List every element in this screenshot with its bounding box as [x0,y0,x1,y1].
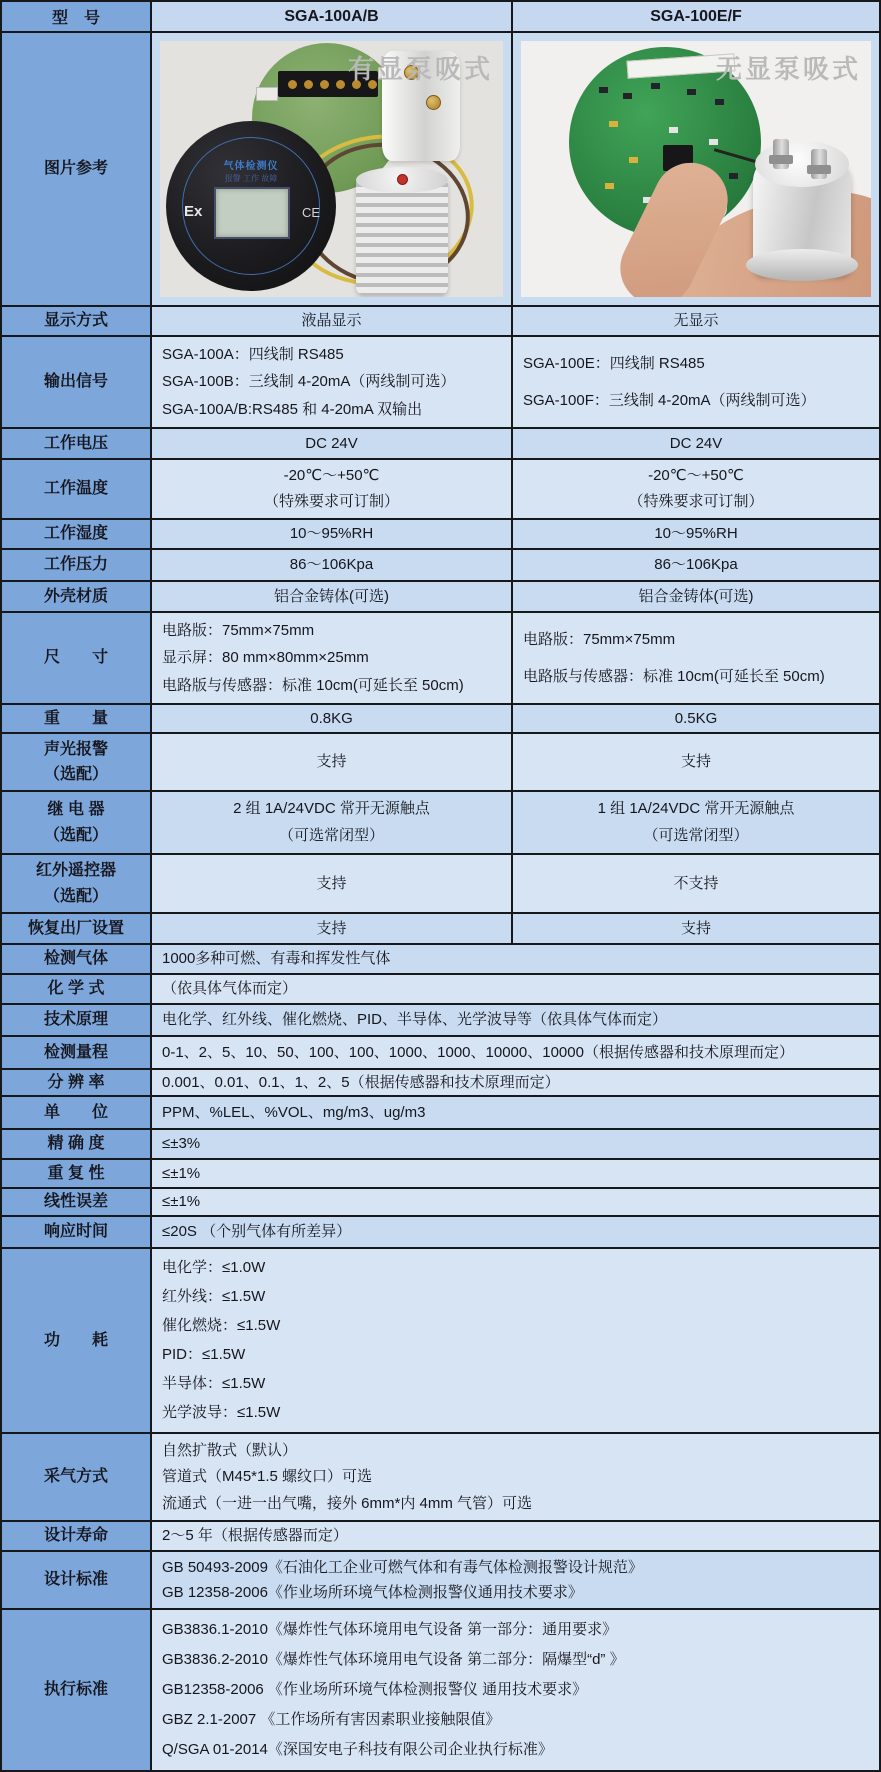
row-label-line: 检测量程 [43,1043,108,1061]
spec-row [2,1434,879,1522]
spec-value-line: 显示屏：80 mm×80mm×25mm [162,649,369,667]
spec-value-line: 自然扩散式（默认） [162,1441,298,1459]
row-label [2,734,152,790]
row-label [2,1189,152,1215]
row-label-line: 重 复 性 [47,1164,105,1182]
row-label [2,1552,152,1608]
spec-row [2,520,879,550]
spec-value-line: 86～106Kpa [289,556,374,574]
spec-value-line: （可选常闭型） [278,827,384,845]
spec-value-line: 支持 [680,753,711,771]
spec-value-line: 10～95%RH [654,525,738,543]
row-label [2,792,152,853]
spec-value-line: 电路版：75mm×75mm [523,631,676,648]
row-label [2,307,152,335]
red-indicator-dot [397,174,408,185]
spec-value-cell [152,520,513,548]
row-label-line: （选配） [43,827,108,845]
spec-row [2,1249,879,1434]
ce-marking: CE [301,205,320,220]
spec-value-cell [513,734,879,790]
spec-value-cell [152,1522,879,1550]
spec-value-line: SGA-100E：四线制 RS485 [523,355,705,372]
row-label [2,855,152,912]
spec-value-line: 液晶显示 [301,312,362,330]
spec-value-cell [513,705,879,732]
spec-value-cell [152,460,513,518]
spec-value-cell [513,337,879,427]
spec-value-line: （特殊要求可订制） [263,493,399,511]
spec-value-line: -20℃～+50℃ [648,467,744,485]
header-model-label: 型 号 [2,2,152,31]
spec-value-cell [152,550,513,580]
spec-row [2,1070,879,1097]
row-label-line: 检测气体 [43,950,108,968]
spec-value-cell [152,1552,879,1608]
spec-row [2,975,879,1005]
spec-row [2,1097,879,1130]
row-label-line: 恢复出厂设置 [27,919,124,937]
spec-value-line: GB 50493-2009《石油化工企业可燃气体和有毒气体检测报警设计规范》 [162,1558,643,1576]
row-label-line: 采气方式 [43,1468,108,1486]
row-label [2,1130,152,1158]
spec-value-line: SGA-100F：三线制 4-20mA（两线制可选） [523,391,816,409]
spec-value-line: SGA-100B：三线制 4-20mA（两线制可选） [162,373,456,391]
spec-value-cell [152,1249,879,1432]
spec-value-cell [513,914,879,943]
spec-row [2,1130,879,1160]
row-label-line: 输出信号 [43,373,108,391]
ridged-sensor-cylinder-illustration [356,177,448,295]
spec-value-line: 铝合金铸体(可选) [638,587,754,605]
spec-value-cell [152,1217,879,1247]
spec-value-line: GB3836.2-2010《爆炸性气体环境用电气设备 第二部分：隔爆型“d” 》 [162,1651,625,1669]
row-label-line: 执行标准 [43,1681,108,1699]
spec-value-cell [152,429,513,458]
row-label [2,945,152,973]
spec-value-line: ≤±3% [162,1135,201,1153]
spec-value-cell [152,613,513,703]
row-label-line: 工作压力 [43,556,108,574]
spec-value-cell [152,945,879,973]
spec-value-line: GBZ 2.1-2007 《工作场所有害因素职业接触限值》 [162,1711,501,1729]
spec-value-cell [513,307,879,335]
connector-illustration [256,87,278,101]
row-label-line: （选配） [43,887,108,905]
spec-value-line: 电化学：≤1.0W [162,1259,266,1277]
row-label-line: 单 位 [43,1103,108,1121]
row-label [2,1070,152,1095]
spec-row [2,1522,879,1552]
spec-value-cell [152,705,513,732]
spec-value-line: 不支持 [673,874,719,892]
row-label-line: 技术原理 [43,1011,108,1029]
gauge-title-text: 气体检测仪 [223,161,279,172]
spec-value-line: GB12358-2006 《作业场所环境气体检测报警仪 通用技术要求》 [162,1681,588,1699]
row-label-line: 工作温度 [43,480,108,498]
header-model-a: SGA-100A/B [152,2,513,31]
spec-row [2,1037,879,1070]
lcd-screen-illustration [214,187,290,239]
spec-value-line: ≤±1% [162,1193,201,1211]
row-label-line: 精 确 度 [47,1135,105,1153]
row-label [2,520,152,548]
hex-nut-icon [807,165,831,174]
spec-row [2,705,879,734]
row-label-line: 化 学 式 [47,980,105,998]
row-label [2,613,152,703]
spec-value-cell [513,429,879,458]
spec-value-cell [513,792,879,853]
spec-value-line: 0.5KG [674,709,718,727]
spec-value-cell [152,1037,879,1068]
row-label-line: 功 耗 [43,1331,108,1349]
spec-value-line: ≤±1% [162,1164,201,1182]
spec-value-line: PID：≤1.5W [162,1346,246,1364]
row-label-line: 设计标准 [43,1571,108,1589]
row-label-line: 线性误差 [43,1193,108,1211]
row-label [2,1097,152,1128]
spec-row [2,582,879,613]
spec-value-line: （依具体气体而定） [162,980,298,998]
spec-value-line: DC 24V [669,434,723,452]
spec-value-line: 0-1、2、5、10、50、100、100、1000、1000、10000、10000（根据传感器和技术原理而定） [162,1043,794,1061]
row-label [2,1610,152,1770]
spec-value-cell [152,582,513,611]
spec-row [2,792,879,855]
spec-value-line: GB3836.1-2010《爆炸性气体环境用电气设备 第一部分：通用要求》 [162,1621,618,1639]
spec-row [2,945,879,975]
spec-value-line: 管道式（M45*1.5 螺纹口）可选 [162,1468,373,1486]
photo-cell-sga-100ab [152,33,513,305]
spec-row [2,1552,879,1610]
spec-value-cell [152,1189,879,1215]
spec-value-line: 10～95%RH [289,525,374,543]
spec-row [2,855,879,914]
spec-row [2,613,879,705]
spec-value-line: 支持 [316,919,347,937]
row-label [2,582,152,611]
image-row-label-text: 图片参考 [43,160,108,178]
spec-value-cell [152,1097,879,1128]
pcb-components-illustration [599,87,608,93]
gas-detector-gauge-illustration [166,121,336,291]
sensor-cylinder-illustration [753,147,851,275]
spec-value-line: SGA-100A：四线制 RS485 [162,345,344,363]
spec-value-line: 2 组 1A/24VDC 常开无源触点 [233,800,430,818]
spec-value-line: 1000多种可燃、有毒和挥发性气体 [162,950,391,968]
row-label [2,914,152,943]
row-label [2,1434,152,1520]
spec-value-line: 支持 [316,753,347,771]
spec-value-line: 电路版与传感器：标准 10cm(可延长至 50cm) [523,667,825,685]
row-label-line: 工作湿度 [43,525,108,543]
spec-value-cell [513,582,879,611]
row-label [2,975,152,1003]
header-model-b: SGA-100E/F [513,2,879,31]
spec-value-line: 86～106Kpa [654,556,738,574]
watermark-text-b: 无显泵吸式 [715,54,861,84]
spec-value-cell [152,792,513,853]
spec-value-line: 催化燃烧：≤1.5W [162,1317,281,1335]
spec-value-line: 0.8KG [310,709,353,727]
spec-value-line: 支持 [316,874,347,892]
row-label [2,550,152,580]
spec-row [2,307,879,337]
row-label [2,337,152,427]
spec-rows-container [2,307,879,1770]
row-label-line: 响应时间 [43,1223,108,1241]
spec-value-line: ≤20S （个别气体有所差异） [162,1223,352,1241]
row-label [2,460,152,518]
spec-value-line: 电路版与传感器：标准 10cm(可延长至 50cm) [162,676,464,694]
image-reference-row [2,33,879,307]
spec-value-cell [152,914,513,943]
terminal-screws-illustration [288,80,297,89]
row-label [2,705,152,732]
row-label-line: 重 量 [43,709,108,727]
row-label-line: 设计寿命 [43,1527,108,1545]
row-label [2,1522,152,1550]
spec-value-cell [152,1434,879,1520]
hex-nut-icon [769,155,793,164]
spec-value-line: 红外线：≤1.5W [162,1288,266,1306]
spec-value-line: GB 12358-2006《作业场所环境气体检测报警仪通用技术要求》 [162,1583,583,1601]
spec-value-line: PPM、%LEL、%VOL、mg/m3、ug/m3 [162,1103,426,1121]
spec-row [2,429,879,460]
spec-value-cell [152,734,513,790]
spec-value-line: SGA-100A/B:RS485 和 4-20mA 双输出 [162,400,423,418]
spec-row [2,914,879,945]
spec-value-line: 半导体：≤1.5W [162,1375,266,1393]
spec-value-cell [152,1005,879,1035]
spec-value-line: Q/SGA 01-2014《深国安电子科技有限公司企业执行标准》 [162,1741,553,1759]
spec-value-cell [152,855,513,912]
sensor-top-face [755,141,849,187]
spec-value-cell [513,460,879,518]
spec-value-line: （特殊要求可订制） [628,493,764,511]
spec-value-cell [152,337,513,427]
spec-row [2,1189,879,1217]
row-label-line: 外壳材质 [43,587,108,605]
row-label-line: 分 辨 率 [47,1073,105,1091]
row-label-line: （选配） [43,765,108,783]
spec-value-cell [152,307,513,335]
spec-value-cell [152,1070,879,1095]
row-label-line: 显示方式 [43,312,108,330]
row-label [2,1217,152,1247]
spec-value-line: 电化学、红外线、催化燃烧、PID、半导体、光学波导等（依具体气体而定） [162,1011,668,1029]
product-photo-sga-100ef [521,41,871,297]
spec-row [2,1610,879,1770]
spec-value-cell [152,1160,879,1187]
table-header-row [2,2,879,33]
spec-value-line: 1 组 1A/24VDC 常开无源触点 [597,800,795,818]
watermark-text-a: 有显泵吸式 [347,54,493,84]
spec-value-cell [513,520,879,548]
spec-value-line: 支持 [680,919,711,937]
spec-row [2,1005,879,1037]
spec-row [2,337,879,429]
row-label [2,1005,152,1035]
spec-row [2,550,879,582]
gauge-status-labels: 报警 工作 故障 [224,174,278,183]
spec-value-line: 铝合金铸体(可选) [274,587,389,605]
row-label-line: 声光报警 [43,740,108,758]
spec-row [2,460,879,520]
sensor-flange [746,249,858,281]
metal-nipple-icon [773,139,789,169]
row-label-line: 尺 寸 [43,649,108,667]
spec-value-line: 0.001、0.01、0.1、1、2、5（根据传感器和技术原理而定） [162,1073,560,1091]
ex-marking: Ex [184,203,203,220]
spec-row [2,1217,879,1249]
photo-cell-sga-100ef [513,33,879,305]
row-label [2,1249,152,1432]
row-label [2,1037,152,1068]
spec-row [2,734,879,792]
spec-row [2,1160,879,1189]
spec-value-cell [513,855,879,912]
row-label-line: 红外遥控器 [35,862,116,880]
spec-value-cell [513,550,879,580]
row-label-line: 继 电 器 [47,800,105,818]
row-label-line: 工作电压 [43,434,108,452]
spec-value-cell [513,613,879,703]
row-label [2,429,152,458]
spec-value-line: 2～5 年（根据传感器而定） [162,1527,348,1545]
spec-value-line: （可选常闭型） [643,827,749,845]
spec-value-line: 电路版：75mm×75mm [162,621,315,639]
row-label [2,1160,152,1187]
product-photo-sga-100ab [160,41,503,297]
spec-value-cell [152,1130,879,1158]
metal-nipple-icon [811,149,827,179]
spec-value-line: 无显示 [673,312,719,330]
spec-value-line: 光学波导：≤1.5W [162,1404,281,1422]
spec-value-line: 流通式（一进一出气嘴，接外 6mm*内 4mm 气管）可选 [162,1494,533,1512]
spec-value-cell [152,975,879,1003]
image-row-label [2,33,152,305]
brass-nipple-icon [426,95,441,110]
spec-value-cell [152,1610,879,1770]
spec-value-line: DC 24V [305,434,358,452]
spec-value-line: -20℃～+50℃ [283,467,380,485]
